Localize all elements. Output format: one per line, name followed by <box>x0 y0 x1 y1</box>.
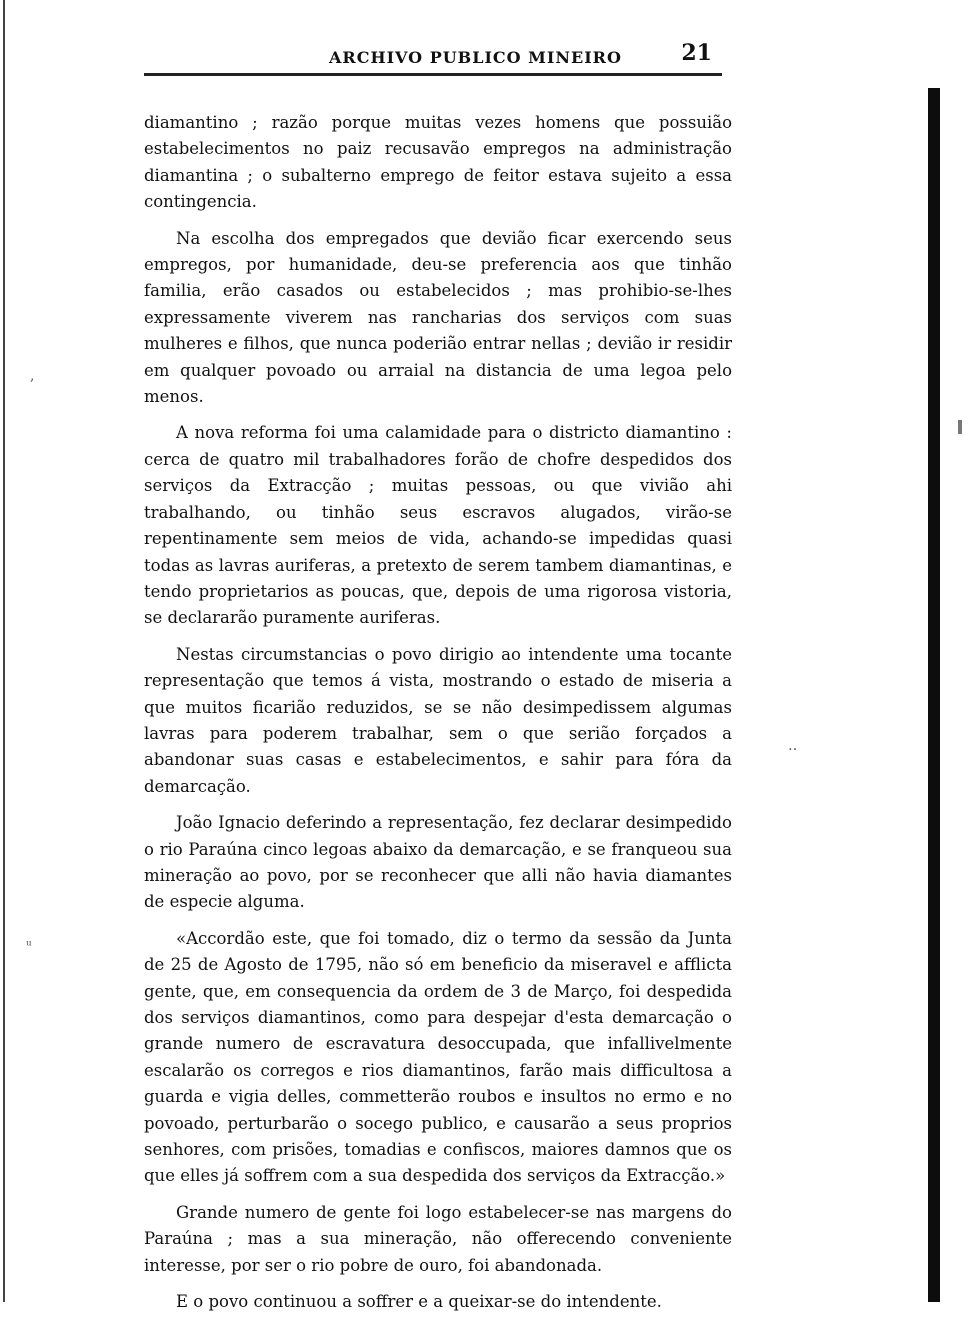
paragraph: Grande numero de gente foi logo estabelecer-se nas margens do Paraúna ; mas a sua mineração, não offerecendo conveniente interesse, por ser o rio pobre de ouro, foi abandonada. <box>144 1202 732 1275</box>
header-rule <box>144 73 722 76</box>
quoted-paragraph: «Accordão este, que foi tomado, diz o termo da sessão da Junta de 25 de Agosto de 1795, não só em beneficio da miseravel e afflicta gente, que, em consequencia da ordem de 3 de Março, foi despedida dos serviços diamantinos, como para despejar d'esta demarcação o grande numero de escravatura desoccupada, que infallivelmente escalarão os corregos e rios diamantinos, farão mais difficultosa a guarda e vigia delles, commetterão roubos e insultos no ermo e no povoado, perturbarão o socego publico, e causarão a seus proprios senhores, com prisões, tomadias e confiscos, maiores damnos que os que elles já soffrem com a sua despedida dos serviços da Extracção.» <box>144 928 732 1186</box>
margin-speck: ‥ <box>788 738 798 754</box>
margin-speck: , <box>30 368 35 384</box>
margin-speck: ᵘ <box>26 938 32 954</box>
page-header <box>144 40 722 76</box>
paragraph: diamantino ; razão porque muitas vezes homens que possuião estabelecimentos no paiz recusavão empregos na administração diamantina ; o subalterno emprego de feitor estava sujeito a essa contingencia. <box>144 113 732 212</box>
scan-dark-edge <box>928 88 940 1302</box>
body-text <box>144 110 732 1325</box>
scan-edge-mark <box>958 420 962 434</box>
paragraph: Nestas circumstancias o povo dirigio ao intendente uma tocante representação que temos á vista, mostrando o estado de miseria a que muitos ficarião reduzidos, se se não desimpedissem algumas lavras para poderem trabalhar, sem o que serião forçados a abandonar suas casas e estabelecimentos, e sahir para fóra da demarcação. <box>144 644 732 796</box>
paragraph: A nova reforma foi uma calamidade para o districto diamantino : cerca de quatro mil trabalhadores forão de chofre despedidos dos serviços da Extracção ; muitas pessoas, ou que vivião ahi trabalhando, ou tinhão seus escravos alugados, virão-se repentinamente sem meios de vida, achando-se impedidas quasi todas as lavras auriferas, a pretexto de serem tambem diamantinas, e tendo proprietarios as poucas, que, depois de uma rigorosa vistoria, se declararão puramente auriferas. <box>144 423 732 628</box>
page-edge-line <box>3 0 5 1302</box>
running-head: ARCHIVO PUBLICO MINEIRO <box>329 48 622 67</box>
paragraph: E o povo continuou a soffrer e a queixar-se do intendente. <box>176 1292 662 1312</box>
page-number: 21 <box>681 40 712 66</box>
paragraph: Na escolha dos empregados que devião ficar exercendo seus empregos, por humanidade, deu-se preferencia aos que tinhão familia, erão casados ou estabelecidos ; mas prohibio-se-lhes expressamente viverem nas rancharias dos serviços com suas mulheres e filhos, que nunca poderião entrar nellas ; devião ir residir em qualquer povoado ou arraial na distancia de uma legoa pelo menos. <box>144 228 732 407</box>
paragraph: João Ignacio deferindo a representação, fez declarar desimpedido o rio Paraúna cinco legoas abaixo da demarcação, e se franqueou sua mineração ao povo, por se reconhecer que alli não havia diamantes de especie alguma. <box>144 813 732 912</box>
